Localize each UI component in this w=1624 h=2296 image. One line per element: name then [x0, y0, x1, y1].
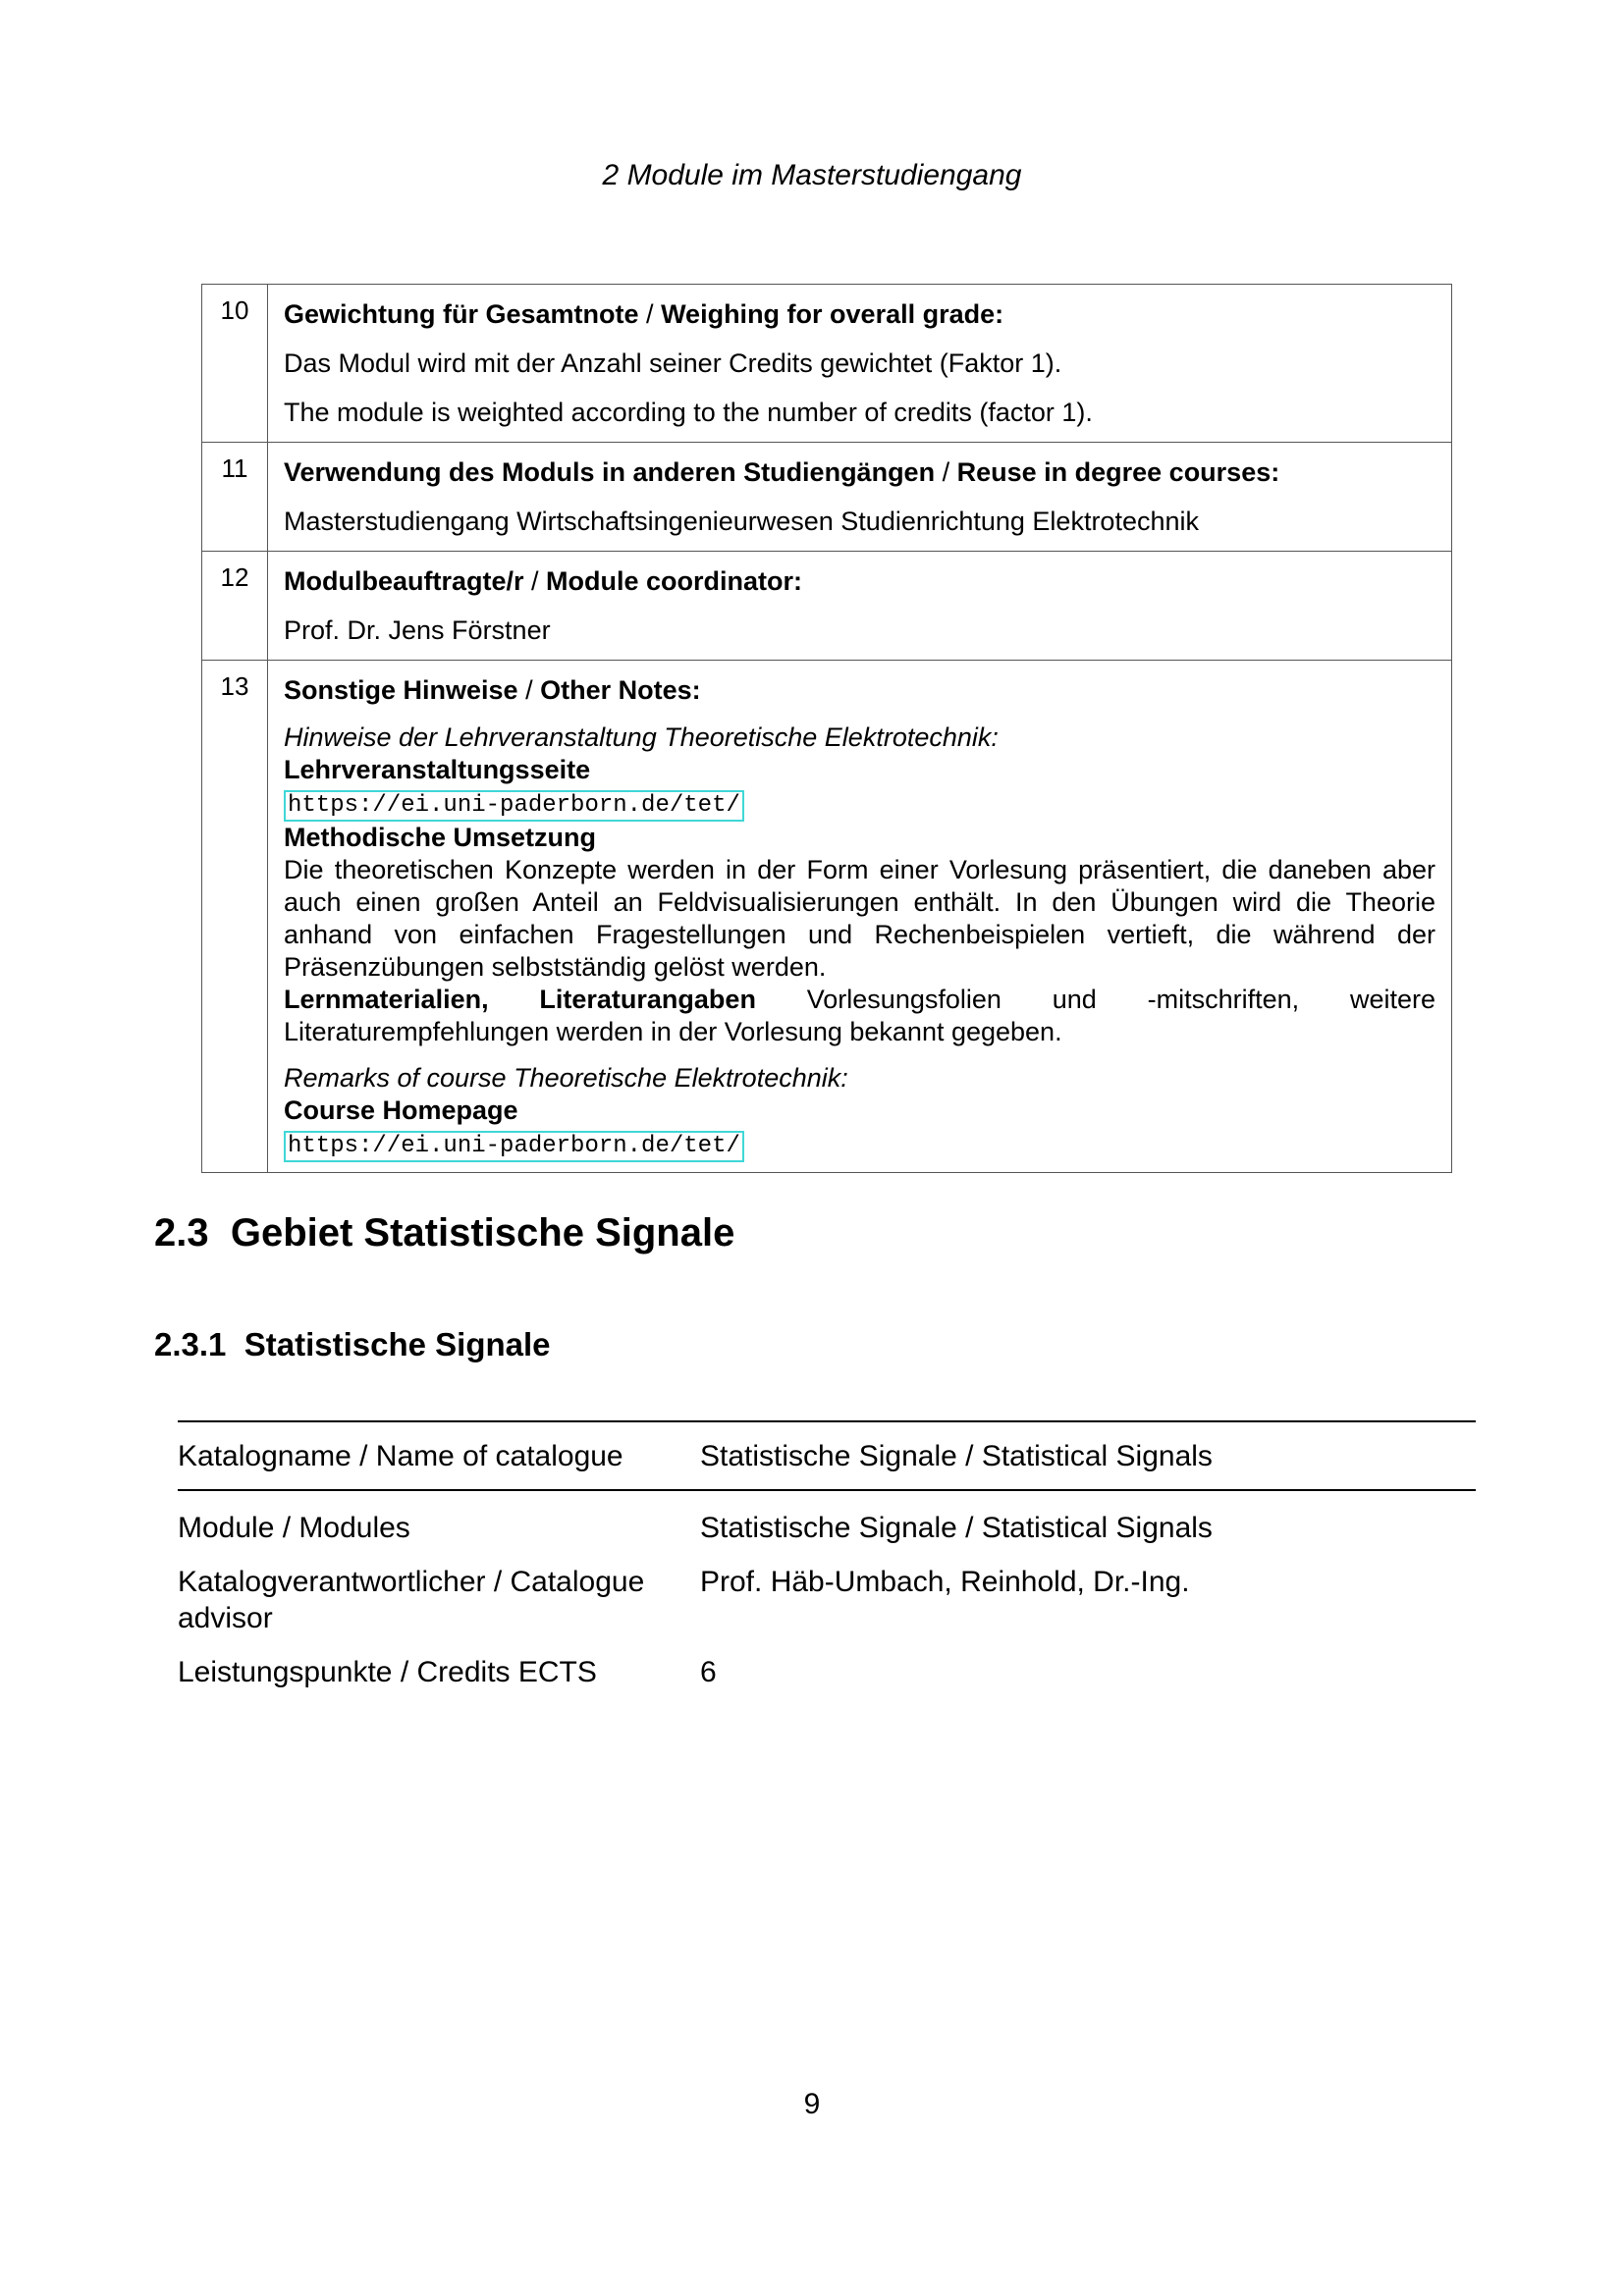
- row-text: Masterstudiengang Wirtschaftsingenieurwesen Studienrichtung Elektrotechnik: [284, 507, 1200, 536]
- course-homepage-heading: Course Homepage: [284, 1095, 518, 1125]
- row-number: 13: [202, 661, 268, 1173]
- catalogue-table: [178, 1420, 1476, 1708]
- catalogue-row: [178, 1654, 1476, 1708]
- row-title-de: Gewichtung für Gesamtnote: [284, 299, 639, 329]
- catalogue-key: Katalogverantwortlicher / Catalogue advisor: [178, 1566, 645, 1634]
- row-title-en: Reuse in degree courses:: [956, 457, 1280, 487]
- catalogue-key: Module / Modules: [178, 1512, 410, 1544]
- row-title-en: Other Notes:: [540, 675, 701, 705]
- row-title-de: Modulbeauftragte/r: [284, 566, 524, 596]
- module-row-13: [202, 661, 1452, 1173]
- row-text: The module is weighted according to the number of credits (factor 1).: [284, 398, 1093, 427]
- row-number: 10: [202, 285, 268, 443]
- catalogue-value: 6: [700, 1656, 717, 1688]
- running-head: 2 Module im Masterstudiengang: [602, 159, 1022, 191]
- section-title: Gebiet Statistische Signale: [230, 1211, 735, 1255]
- row-text: Prof. Dr. Jens Förstner: [284, 615, 551, 645]
- course-url-link[interactable]: https://ei.uni-paderborn.de/tet/: [284, 790, 744, 822]
- row-title-sep: /: [517, 675, 541, 705]
- catalogue-row: [178, 1490, 1476, 1564]
- materials-heading: Lernmaterialien, Literaturangaben: [284, 985, 756, 1014]
- row-title-en: Weighing for overall grade:: [661, 299, 1004, 329]
- notes-intro-de: Hinweise der Lehrveranstaltung Theoretische Elektrotechnik:: [284, 722, 999, 752]
- section-number: 2.3: [154, 1211, 209, 1255]
- row-number: 11: [202, 443, 268, 552]
- row-title-de: Verwendung des Moduls in anderen Studiengängen: [284, 457, 936, 487]
- catalogue-value: Prof. Häb-Umbach, Reinhold, Dr.-Ing.: [700, 1566, 1190, 1598]
- catalogue-header-row: [178, 1421, 1476, 1490]
- module-details-table: [201, 284, 1452, 1173]
- method-text: Die theoretischen Konzepte werden in der Form einer Vorlesung präsentiert, die daneben aber auch einen großen Anteil an Feldvisualisierungen enthält. In den Übungen wird die Theorie anhand von einfachen Fragestellungen und Rechenbeispielen vertieft, die während der Präsenzübungen selbstständig gelöst werden.: [284, 855, 1435, 982]
- catalogue-key: Katalogname / Name of catalogue: [178, 1440, 623, 1472]
- row-title-sep: /: [638, 299, 662, 329]
- course-page-heading: Lehrveranstaltungsseite: [284, 755, 591, 784]
- subsection-heading: [154, 1326, 551, 1363]
- notes-intro-en: Remarks of course Theoretische Elektrotechnik:: [284, 1063, 848, 1093]
- catalogue-value: Statistische Signale / Statistical Signals: [700, 1512, 1213, 1544]
- page-number: 9: [803, 2088, 821, 2120]
- catalogue-value: Statistische Signale / Statistical Signals: [700, 1440, 1213, 1472]
- materials-text: Vorlesungsfolien und -mitschriften, weitere Literaturempfehlungen werden in der Vorlesung bekannt gegeben.: [284, 985, 1435, 1046]
- subsection-number: 2.3.1: [154, 1326, 227, 1362]
- row-title-sep: /: [935, 457, 957, 487]
- method-heading: Methodische Umsetzung: [284, 823, 597, 852]
- module-row-11: [202, 443, 1452, 552]
- row-title-de: Sonstige Hinweise: [284, 675, 518, 705]
- module-row-12: [202, 552, 1452, 661]
- module-row-10: [202, 285, 1452, 443]
- row-text: Das Modul wird mit der Anzahl seiner Credits gewichtet (Faktor 1).: [284, 348, 1062, 378]
- catalogue-key: Leistungspunkte / Credits ECTS: [178, 1656, 597, 1688]
- catalogue-row: [178, 1564, 1476, 1654]
- section-heading: [154, 1211, 734, 1255]
- course-homepage-link[interactable]: https://ei.uni-paderborn.de/tet/: [284, 1131, 744, 1162]
- row-title-en: Module coordinator:: [546, 566, 803, 596]
- row-title-sep: /: [523, 566, 547, 596]
- subsection-title: Statistische Signale: [244, 1326, 551, 1362]
- row-number: 12: [202, 552, 268, 661]
